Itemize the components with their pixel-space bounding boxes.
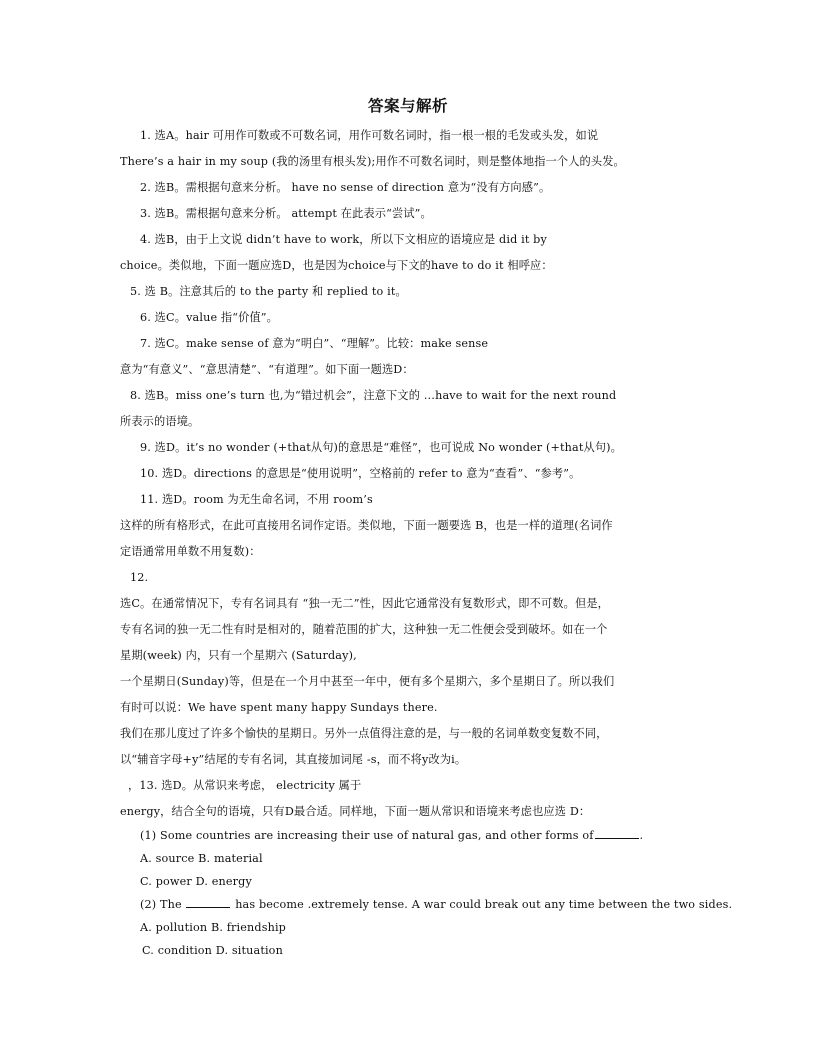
answer-line-21: 星期(week) 内，只有一个星期六 (Saturday), bbox=[120, 649, 357, 662]
question-1-text: (1) Some countries are increasing their use of natural gas, and other forms of bbox=[140, 829, 594, 842]
question-1-line: (1) Some countries are increasing their use of natural gas, and other forms of . bbox=[140, 829, 644, 842]
answer-line-18: 12. bbox=[130, 571, 149, 584]
answer-line-22: 一个星期日(Sunday)等，但是在一个月中甚至一年中，便有多个星期六，多个星期日了。所以我们 bbox=[120, 675, 615, 688]
answer-line-6: choice。类似地，下面一题应选D，也是因为choice与下文的have to do it 相呼应： bbox=[120, 259, 553, 272]
answer-line-27: energy，结合全句的语境，只有D最合适。同样地，下面一题从常识和语境来考虑也应选 D： bbox=[120, 805, 591, 818]
answer-line-10: 意为“有意义”、“意思清楚”、“有道理”。如下面一题选D： bbox=[120, 363, 414, 376]
answer-line-25: 以“辅音字母+y”结尾的专有名词，其直接加词尾 -s，而不将y改为i。 bbox=[120, 753, 467, 766]
answer-line-11: 8. 选B。miss one’s turn 也,为“错过机会”，注意下文的 …have to wait for the next round bbox=[130, 389, 617, 402]
answer-line-26: ，13. 选D。从常识来考虑， electricity 属于 bbox=[128, 779, 362, 792]
question-2-line bbox=[140, 897, 732, 913]
answer-blank bbox=[595, 828, 639, 839]
answer-line-9: 7. 选C。make sense of 意为“明白”、“理解”。比较：make sense bbox=[140, 337, 489, 350]
answer-line-2: There’s a hair in my soup (我的汤里有根头发);用作不可数名词时，则是整体地指一个人的头发。 bbox=[120, 155, 625, 168]
answer-line-23: 有时可以说：We have spent many happy Sundays there. bbox=[120, 701, 438, 714]
answer-line-17: 定语通常用单数不用复数)： bbox=[120, 545, 261, 558]
page-title: 答案与解析 bbox=[367, 96, 448, 115]
answer-line-1: 1. 选A。hair 可用作可数或不可数名词，用作可数名词时，指一根一根的毛发或头发，如说 bbox=[140, 129, 599, 142]
answer-line-8: 6. 选C。value 指“价值”。 bbox=[140, 311, 279, 324]
question-2-text: has become .extremely tense. A war could break out any time between the two sides. bbox=[235, 898, 733, 911]
answer-line-19: 选C。在通常情况下，专有名词具有 “独一无二”性，因此它通常没有复数形式，即不可数。但是， bbox=[120, 597, 609, 610]
answer-line-16: 这样的所有格形式，在此可直接用名词作定语。类似地，下面一题要选 B，也是一样的道理(名词作 bbox=[120, 519, 613, 532]
answer-line-14: 10. 选D。directions 的意思是“使用说明”，空格前的 refer to 意为“查看”、“参考”。 bbox=[140, 467, 581, 480]
answer-line-3: 2. 选B。需根据句意来分析。 have no sense of direction 意为“没有方向感”。 bbox=[140, 181, 551, 194]
question-2-options-cd: C. condition D. situation bbox=[142, 944, 283, 957]
answer-line-7: 5. 选 B。注意其后的 to the party 和 replied to it。 bbox=[130, 285, 407, 298]
answer-line-4: 3. 选B。需根据句意来分析。 attempt 在此表示“尝试”。 bbox=[140, 207, 432, 220]
answer-line-20: 专有名词的独一无二性有时是相对的，随着范围的扩大，这种独一无二性便会受到破坏。如在一个 bbox=[120, 623, 608, 636]
answer-line-13: 9. 选D。it’s no wonder (+that从句)的意思是“难怪”，也可说成 No wonder (+that从句)。 bbox=[140, 441, 623, 454]
question-1-options-ab: A. source B. material bbox=[140, 852, 263, 865]
question-2-options-ab: A. pollution B. friendship bbox=[140, 921, 286, 934]
answer-blank bbox=[186, 897, 230, 908]
answer-line-5: 4. 选B，由于上文说 didn’t have to work，所以下文相应的语境应是 did it by bbox=[140, 233, 547, 246]
question-2-lead: (2) The bbox=[140, 898, 182, 911]
answer-line-12: 所表示的语境。 bbox=[120, 415, 200, 428]
question-1-options-cd: C. power D. energy bbox=[140, 875, 252, 888]
answer-line-15: 11. 选D。room 为无生命名词，不用 room’s bbox=[140, 493, 373, 506]
answer-line-24: 我们在那儿度过了许多个愉快的星期日。另外一点值得注意的是，与一般的名词单数变复数不同， bbox=[120, 727, 608, 740]
